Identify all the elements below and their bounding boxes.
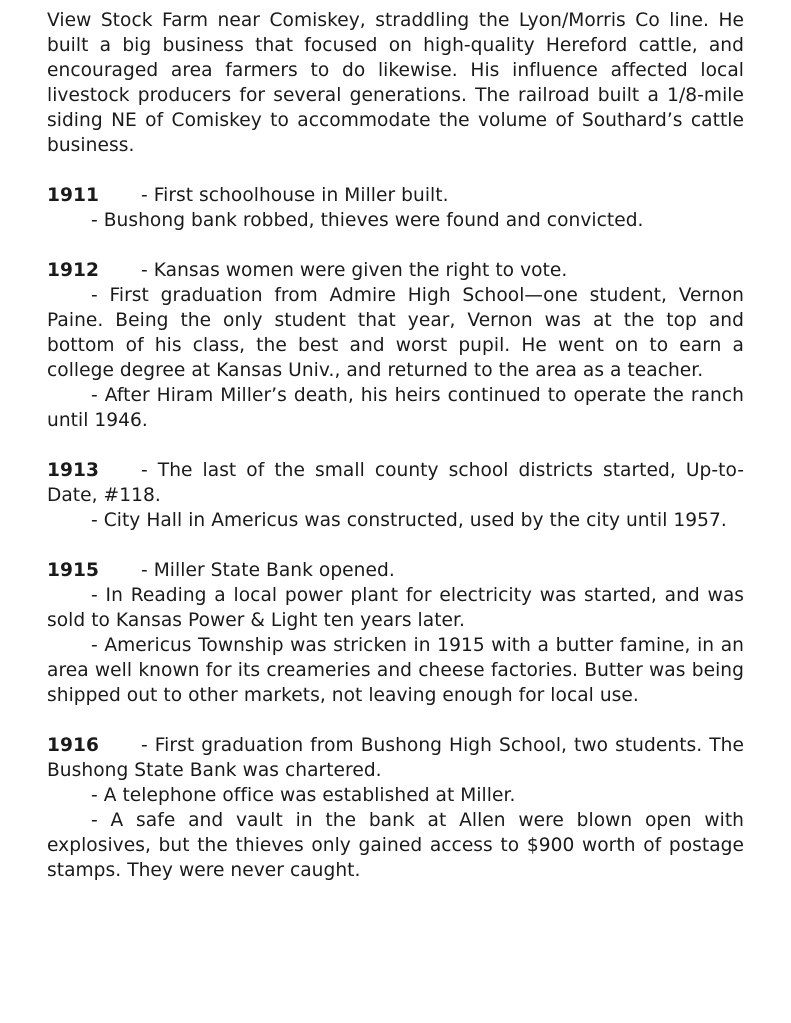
entry-item: - First graduation from Admire High School—one student, Vernon Paine. Being the only student that year, Vernon was at the top and bottom of his class, the best and worst pupil. He went on to earn a college degree at Kansas Univ., and returned to the area as a teacher. bbox=[47, 285, 744, 381]
entry-head bbox=[47, 258, 744, 283]
spacer bbox=[47, 158, 744, 183]
entry-head-text: - First schoolhouse in Miller built. bbox=[141, 185, 449, 206]
entry-year: 1911 bbox=[47, 185, 99, 206]
entry-year: 1913 bbox=[47, 460, 99, 481]
entry-1912 bbox=[47, 258, 744, 433]
entry-head-text: - First graduation from Bushong High School, two students. The Bushong State Bank was chartered. bbox=[47, 735, 744, 781]
intro-paragraph: View Stock Farm near Comiskey, straddling the Lyon/Morris Co line. He built a big business that focused on high-quality Hereford cattle, and encouraged area farmers to do likewise. His influence affected local livestock producers for several generations. The railroad built a 1/8-mile siding NE of Comiskey to accommodate the volume of Southard’s cattle business. bbox=[47, 10, 744, 156]
entry-item: - After Hiram Miller’s death, his heirs continued to operate the ranch until 1946. bbox=[47, 385, 744, 431]
entry-1915 bbox=[47, 558, 744, 708]
entry-head bbox=[47, 458, 744, 508]
entry-head bbox=[47, 183, 744, 208]
entry-year: 1912 bbox=[47, 260, 99, 281]
spacer bbox=[47, 233, 744, 258]
entry-item: - In Reading a local power plant for electricity was started, and was sold to Kansas Power & Light ten years later. bbox=[47, 585, 744, 631]
entry-head bbox=[47, 733, 744, 783]
spacer bbox=[47, 708, 744, 733]
entry-1911 bbox=[47, 183, 744, 233]
entry-year: 1916 bbox=[47, 735, 99, 756]
entry-head-text: - The last of the small county school districts started, Up-to-Date, #118. bbox=[47, 460, 744, 506]
entry-item: - Bushong bank robbed, thieves were found and convicted. bbox=[91, 210, 644, 231]
entry-item: - A safe and vault in the bank at Allen were blown open with explosives, but the thieves only gained access to $900 worth of postage stamps. They were never caught. bbox=[47, 810, 744, 881]
entry-item: - City Hall in Americus was constructed, used by the city until 1957. bbox=[91, 510, 727, 531]
entry-item: - Americus Township was stricken in 1915 with a butter famine, in an area well known for its creameries and cheese factories. Butter was being shipped out to other markets, not leaving enough for local use. bbox=[47, 635, 744, 706]
entry-head-text: - Kansas women were given the right to vote. bbox=[141, 260, 568, 281]
entry-head bbox=[47, 558, 744, 583]
entry-item: - A telephone office was established at Miller. bbox=[91, 785, 516, 806]
entry-1916 bbox=[47, 733, 744, 883]
spacer bbox=[47, 433, 744, 458]
entry-head-text: - Miller State Bank opened. bbox=[141, 560, 395, 581]
entry-year: 1915 bbox=[47, 560, 99, 581]
spacer bbox=[47, 533, 744, 558]
entry-1913 bbox=[47, 458, 744, 533]
document-page bbox=[47, 8, 744, 883]
